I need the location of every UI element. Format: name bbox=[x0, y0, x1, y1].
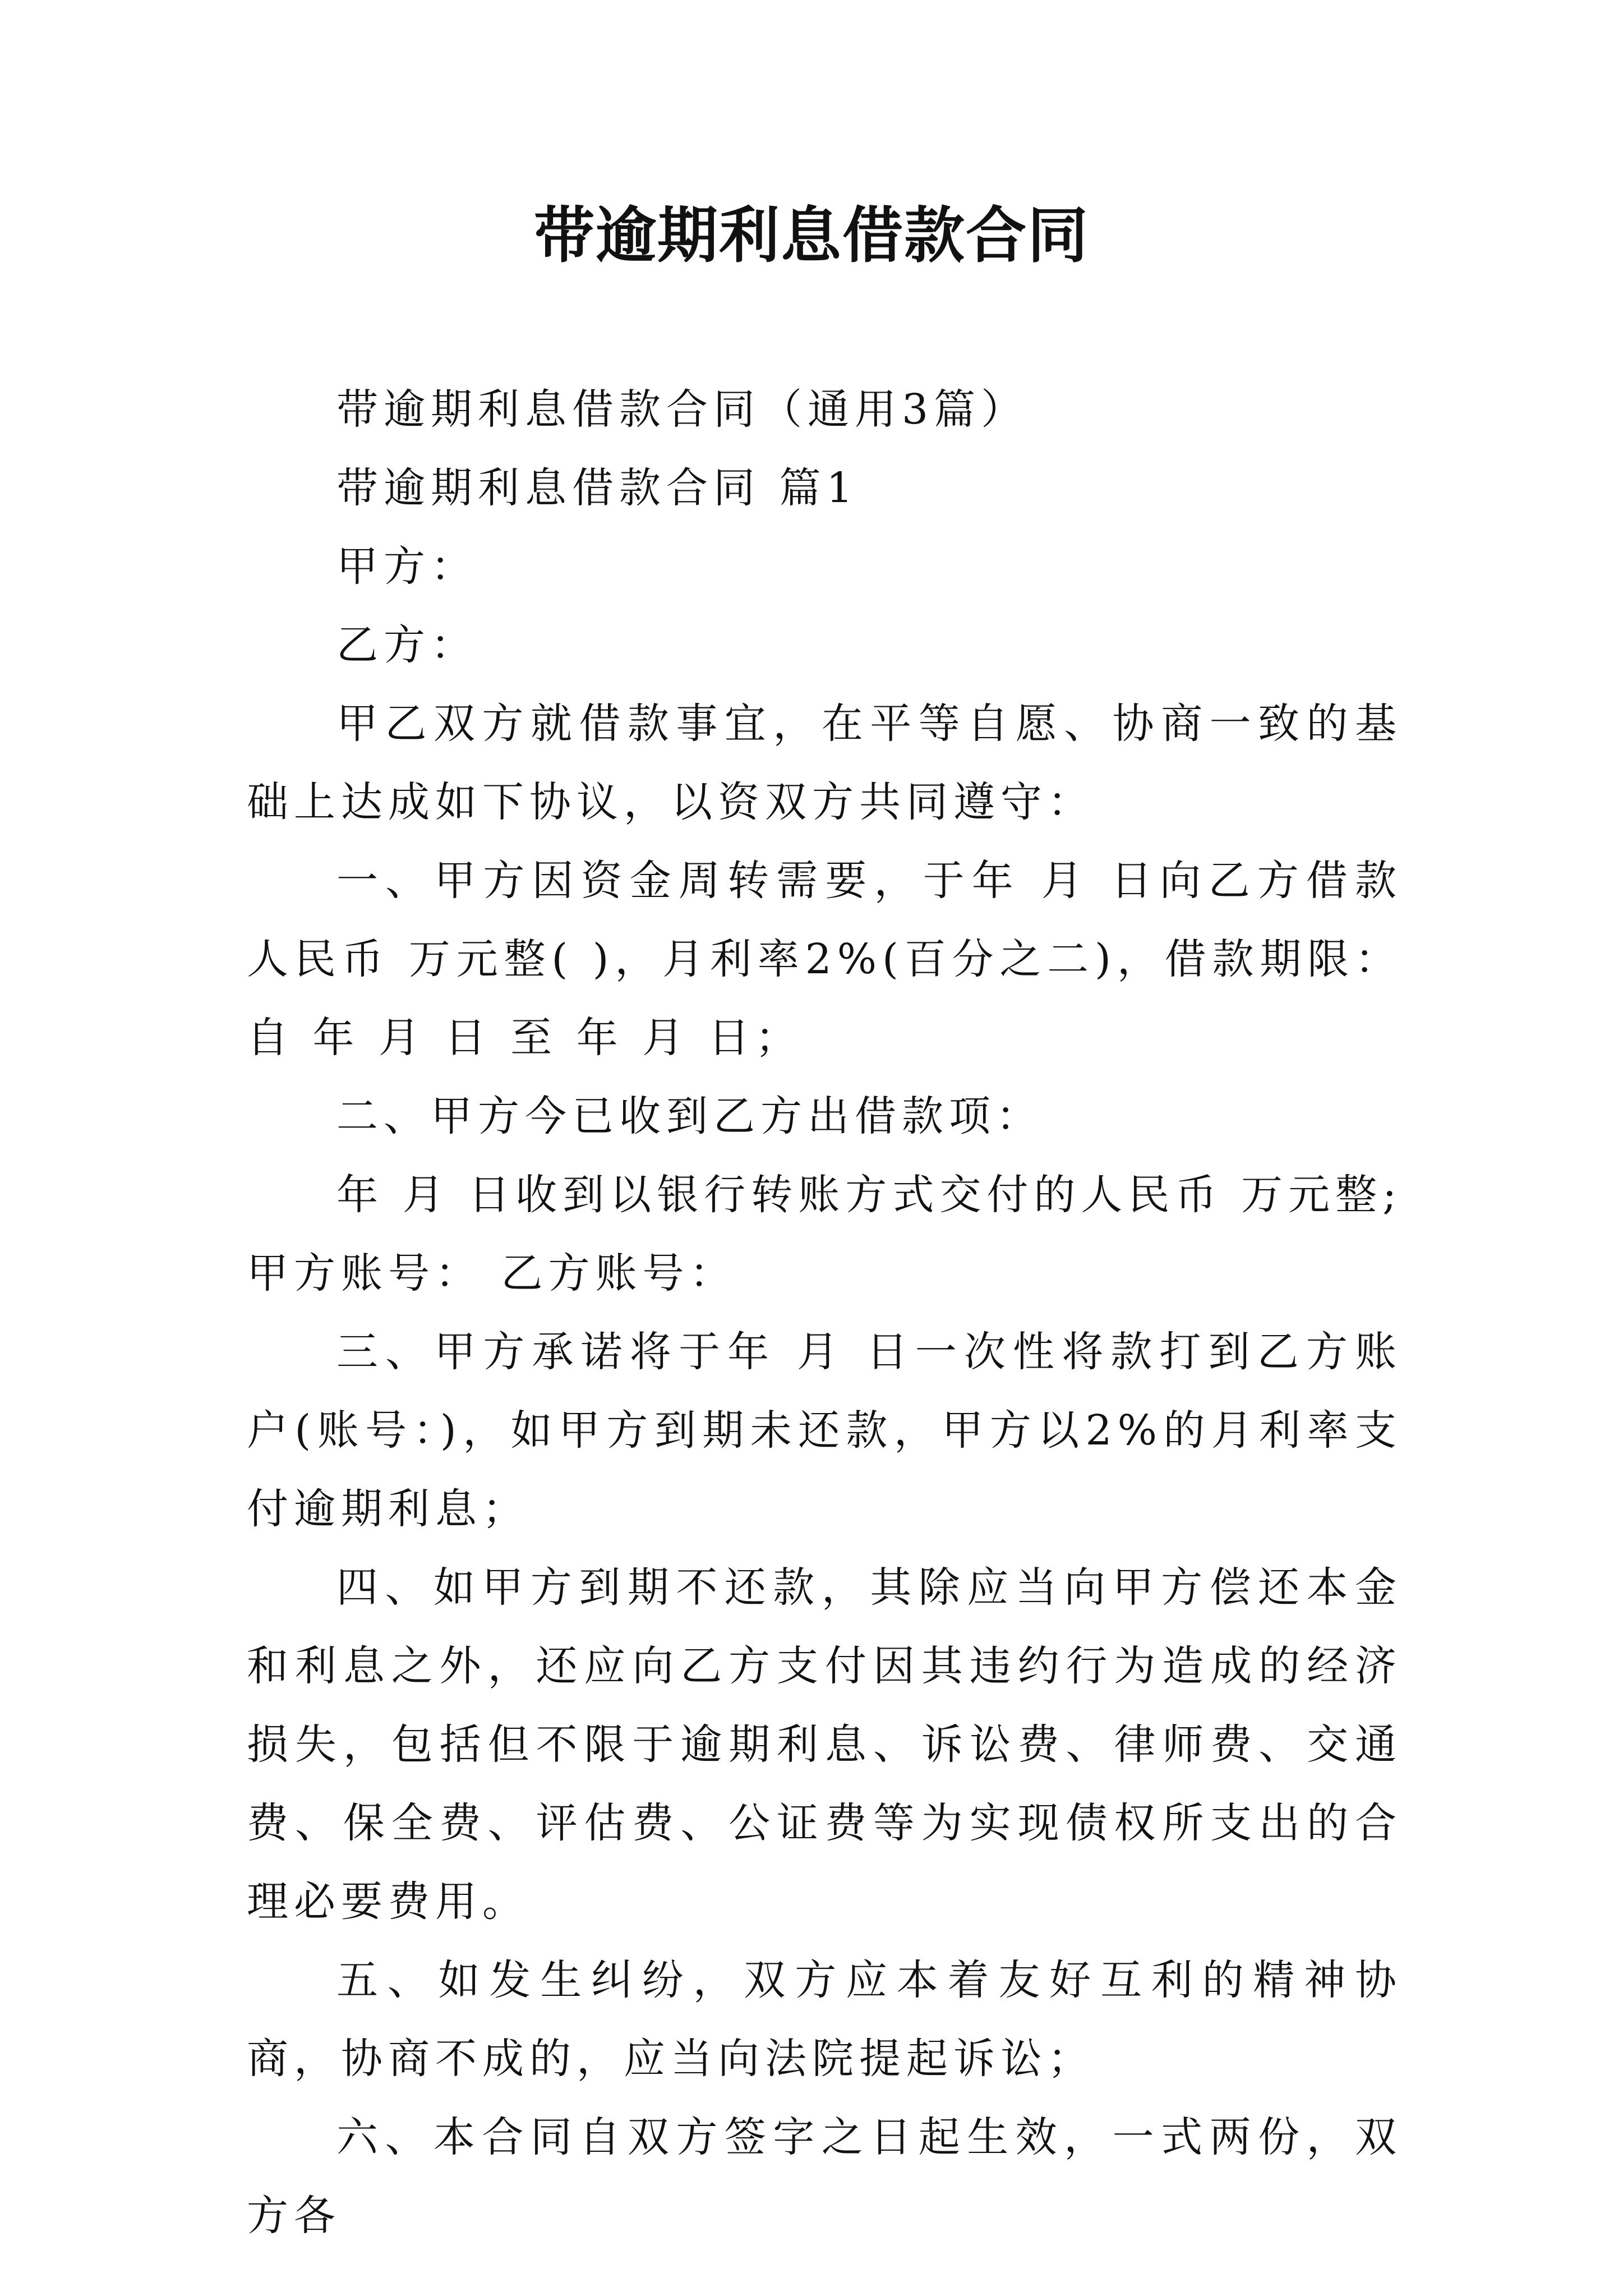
paragraph-party-a: 甲方： bbox=[336, 542, 478, 591]
paragraph-clause-2-detail: 年 月 日收到以银行转账方式交付的人民币 万元整;甲方账号： 乙方账号： bbox=[247, 1171, 1402, 1297]
paragraph-subtitle: 带逾期利息借款合同（通用3篇） bbox=[336, 385, 1029, 434]
document-body bbox=[247, 370, 1402, 2255]
paragraph-clause-4: 四、如甲方到期不还款，其除应当向甲方偿还本金和利息之外，还应向乙方支付因其违约行为造成的经济损失，包括但不限于逾期利息、诉讼费、律师费、交通费、保全费、评估费、公证费等为实现债权所支出的合理必要费用。 bbox=[247, 1563, 1402, 1926]
paragraph-clause-1: 一、甲方因资金周转需要，于年 月 日向乙方借款人民币 万元整( )，月利率2%(百分之二)，借款期限：自 年 月 日 至 年 月 日； bbox=[247, 857, 1402, 1062]
paragraph-party-b: 乙方： bbox=[336, 621, 478, 669]
paragraph-clause-5: 五、如发生纠纷，双方应本着友好互利的精神协商，协商不成的，应当向法院提起诉讼； bbox=[247, 1956, 1402, 2083]
paragraph-clause-6: 六、本合同自双方签字之日起生效，一式两份，双方各 bbox=[247, 2113, 1402, 2240]
paragraph-clause-2: 二、甲方今已收到乙方出借款项： bbox=[336, 1092, 1043, 1140]
document-title: 带逾期利息借款合同 bbox=[533, 200, 1089, 271]
paragraph-clause-3: 三、甲方承诺将于年 月 日一次性将款打到乙方账户(账号：)，如甲方到期未还款，甲方以2%的月利率支付逾期利息； bbox=[247, 1328, 1402, 1533]
paragraph-preamble: 甲乙双方就借款事宜，在平等自愿、协商一致的基础上达成如下协议，以资双方共同遵守： bbox=[247, 700, 1402, 826]
paragraph-section-heading: 带逾期利息借款合同 篇1 bbox=[336, 464, 859, 512]
